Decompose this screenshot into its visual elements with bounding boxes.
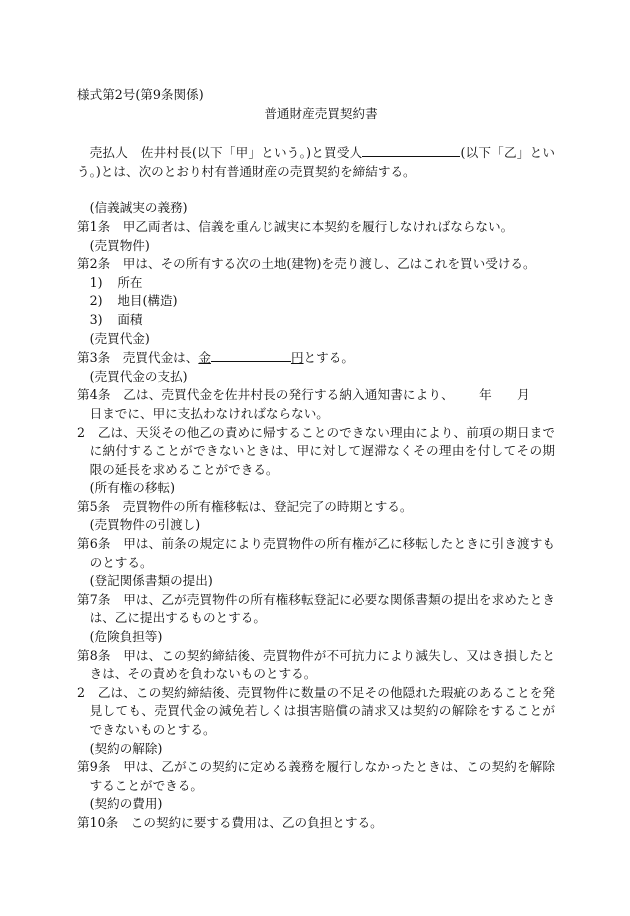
property-item-location [77, 274, 555, 293]
price-amount-blank [211, 348, 291, 362]
article-1-text: 第1条 甲乙両者は、信義を重んじ誠実に本契約を履行しなければならない。 [77, 218, 514, 234]
article-4-heading: (売買代金の支払) [89, 368, 188, 384]
article-3-heading: (売買代金) [89, 330, 150, 346]
article-3-text [77, 348, 555, 368]
article-7-heading: (登記関係書類の提出) [89, 573, 213, 589]
buyer-name-blank [362, 143, 460, 157]
article-4-part1: 第4条 乙は、売買代金を佐井村長の発行する納入通知書により、 [77, 387, 454, 403]
intro-paragraph [77, 143, 555, 181]
contract-body [77, 86, 555, 833]
article-6-text: 第6条 甲は、前条の規定により売買物件の所有権が乙に移転したときに引き渡すものとする。 [77, 536, 555, 570]
article-6-heading: (売買物件の引渡し) [89, 517, 201, 533]
article-10-text: 第10条 この契約に要する費用は、乙の負担とする。 [77, 814, 383, 830]
article-2-text: 第2条 甲は、その所有する次の土地(建物)を売り渡し、乙はこれを買い受ける。 [77, 256, 536, 272]
due-month-label: 月 [517, 387, 530, 403]
form-number: 様式第2号(第9条関係) [77, 87, 204, 102]
article-2-heading: (売買物件) [89, 237, 150, 253]
intro-text-part1: 売払人 佐井村長(以下「甲」という。)と買受人 [89, 145, 363, 161]
article-8-clause-2: 2 乙は、この契約締結後、売買物件に数量の不足その他隠れた瑕疵のあることを発見しても、売買代金の減免若しくは損害賠償の請求又は契約の解除をすることができないものとする。 [77, 684, 555, 737]
item-label: 所在 [117, 274, 143, 290]
article-5-text: 第5条 売買物件の所有権移転は、登記完了の時期とする。 [77, 498, 413, 514]
article-3-prefix: 第3条 売買代金は、 [77, 350, 199, 366]
article-4-part2: に、甲に支払わなければならない。 [127, 405, 329, 421]
article-9-text: 第9条 甲は、乙がこの契約に定める義務を履行しなかったときは、この契約を解除することができる。 [77, 759, 555, 793]
item-number: 2) [89, 293, 103, 309]
article-7-text: 第7条 甲は、乙が売買物件の所有権移転登記に必要な関係書類の提出を求めたときは、乙に提出するものとする。 [77, 591, 555, 626]
article-1-heading: (信義誠実の義務) [89, 200, 188, 216]
due-day-label: 日まで [89, 405, 128, 421]
intro-text-part2: (以下「乙」という。)とは、次のとおり村有普通財産の売買契約を締結する。 [77, 145, 555, 179]
property-item-category [77, 292, 555, 311]
article-10-heading: (契約の費用) [89, 796, 163, 812]
article-3-suffix: とする。 [303, 350, 354, 366]
document-title: 普通財産売買契約書 [264, 105, 378, 121]
price-unit: 円 [290, 350, 304, 366]
price-currency: 金 [198, 350, 211, 366]
article-8-text: 第8条 甲は、この契約締結後、売買物件が不可抗力により滅失し、又はき損したときは、その責めを負わないものとする。 [77, 647, 555, 682]
item-number: 1) [89, 274, 103, 290]
property-item-area [77, 311, 555, 330]
article-5-heading: (所有権の移転) [89, 480, 175, 496]
due-year-label: 年 [478, 387, 492, 403]
article-4-clause-2: 2 乙は、天災その他乙の責めに帰することのできない理由により、前項の期日までに納付することができないときは、甲に対して遅滞なくその理由を付してその期限の延長を求めることができる。 [77, 424, 555, 477]
article-4-text [77, 386, 555, 423]
item-number: 3) [89, 311, 103, 327]
article-9-heading: (契約の解除) [89, 740, 163, 756]
item-label: 面積 [117, 311, 143, 327]
item-label: 地目(構造) [117, 293, 178, 309]
article-8-heading: (危険負担等) [89, 629, 163, 645]
